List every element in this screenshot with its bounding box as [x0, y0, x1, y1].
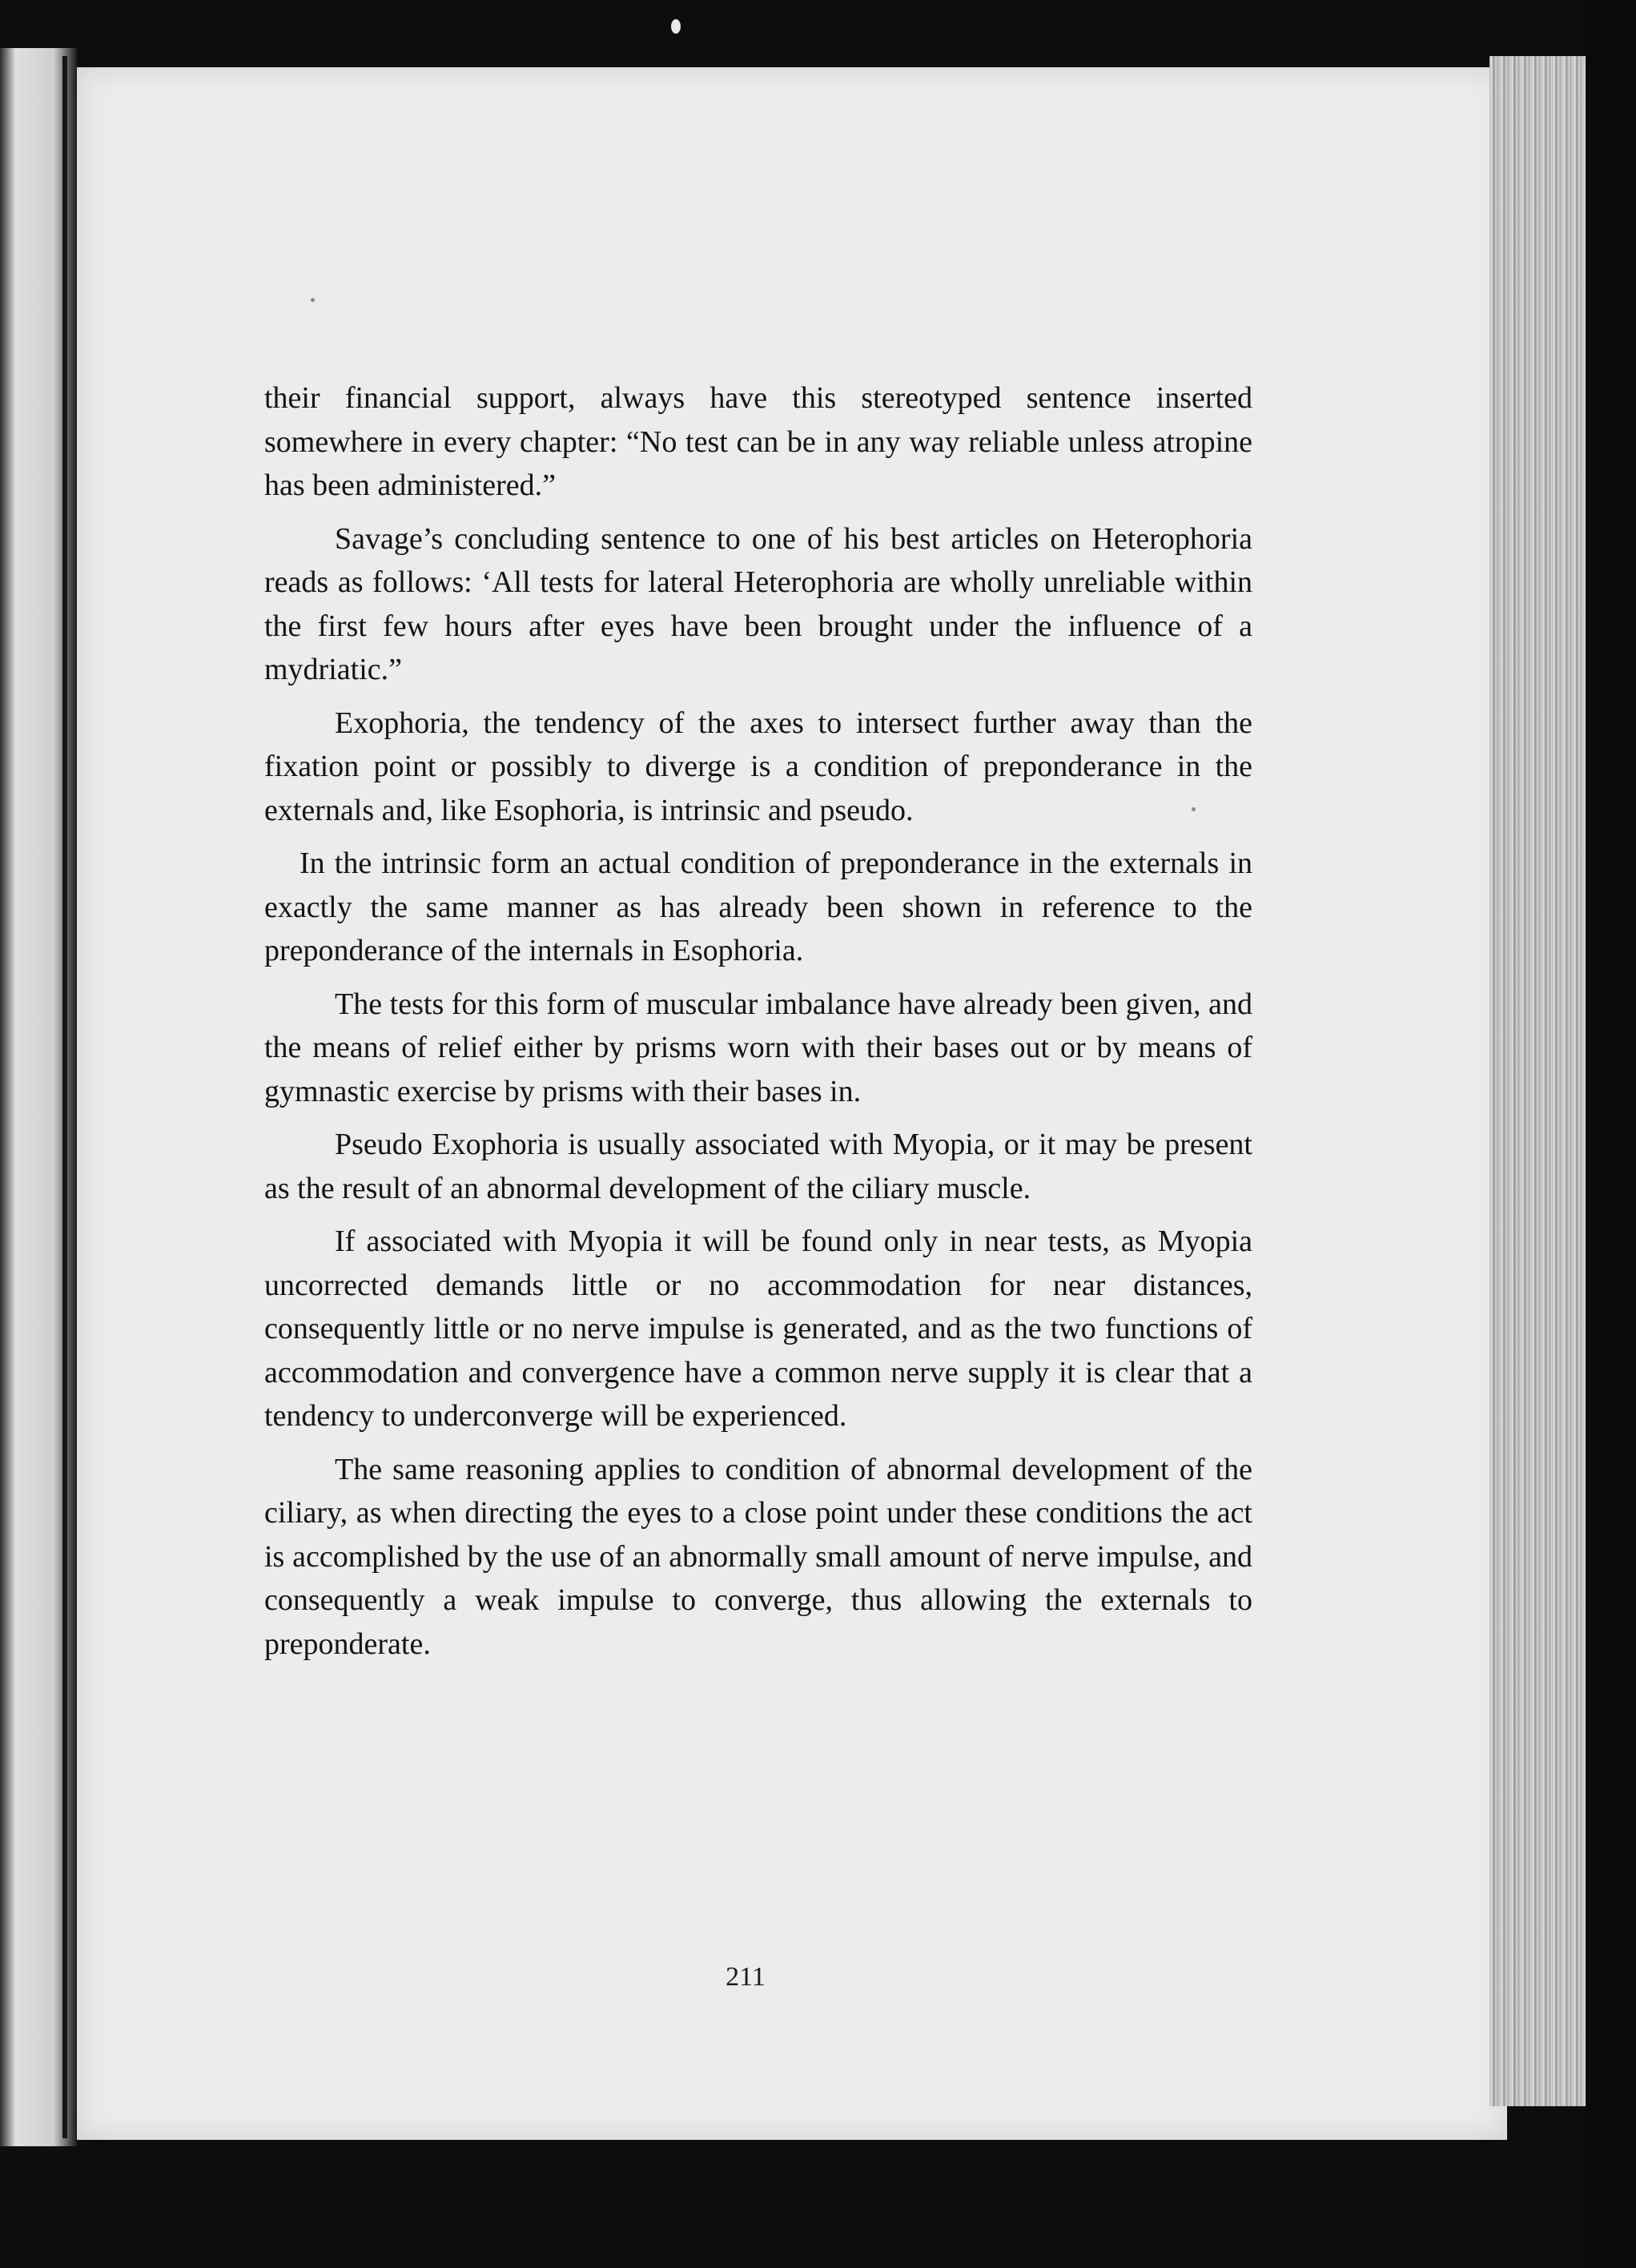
page-stack-edge: [1489, 56, 1586, 2106]
gutter-shadow: [62, 56, 67, 2138]
paragraph: The same reasoning applies to condition of abnormal development of the ciliary, as when directing the eyes to a close point under these conditions the act is accomplished by the use of an abnormally small amount of nerve impulse, and consequently a weak impulse to converge, thus allowing the externals to preponderate.: [264, 1452, 1252, 1661]
scan-border: [1586, 0, 1636, 2268]
paragraph: Pseudo Exophoria is usually associated with Myopia, or it may be present as the result of an abnormal development of the ciliary muscle.: [264, 1128, 1252, 1205]
paragraph: In the intrinsic form an actual condition of preponderance in the externals in exactly the same manner as has already been shown in reference to the preponderance of the internals in Esophoria.: [264, 846, 1252, 967]
paragraph: Savage’s concluding sentence to one of his best articles on Heterophoria reads as follows: ‘All tests for lateral Heterophoria are wholly unreliable within the first few hours after eyes have been brought under the influence of a mydriatic.”: [264, 521, 1252, 686]
paragraph: Exophoria, the tendency of the axes to intersect further away than the fixation point or possibly to diverge is a condition of preponderance in the externals and, like Esophoria, is intrinsic and pseudo.: [264, 706, 1252, 827]
body-text: [264, 376, 1252, 1675]
scan-artifact-mark: [671, 19, 681, 34]
dust-speck: [311, 298, 315, 302]
paragraph: The tests for this form of muscular imbalance have already been given, and the means of relief either by prisms worn with their bases out or by means of gymnastic exercise by prisms with their bases in.: [264, 987, 1252, 1108]
page-number: 211: [726, 1962, 766, 1992]
paragraph: If associated with Myopia it will be found only in near tests, as Myopia uncorrected demands little or no accommodation for near distances, consequently little or no nerve impulse is generated, and as the two functions of accommodation and convergence have a common nerve supply it is clear that a tendency to underconverge will be experienced.: [264, 1224, 1252, 1433]
paragraph: their financial support, always have this stereotyped sentence inserted somewhere in every chapter: “No test can be in any way reliable unless atropine has been administered.”: [264, 381, 1252, 502]
